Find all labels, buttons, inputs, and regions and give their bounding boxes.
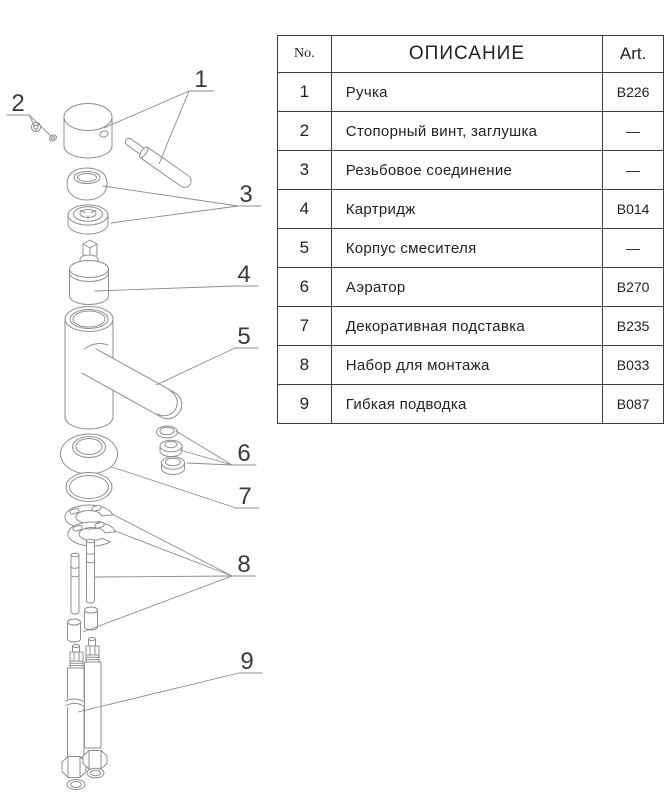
cell-no: 4	[278, 190, 332, 229]
table-row	[278, 151, 664, 190]
table-row	[278, 346, 664, 385]
cell-description: Стопорный винт, заглушка	[331, 112, 602, 151]
callout-4	[95, 261, 258, 291]
leader-line	[112, 467, 259, 508]
cell-art: —	[603, 112, 664, 151]
callout-number: 5	[237, 323, 251, 350]
cell-description: Корпус смесителя	[331, 229, 602, 268]
callout-number: 7	[238, 483, 252, 510]
table-row	[278, 307, 664, 346]
callout-9	[78, 648, 262, 712]
callout-6	[176, 431, 256, 467]
part-threaded-ring	[68, 205, 108, 234]
cell-art: B087	[603, 385, 664, 424]
cell-no: 5	[278, 229, 332, 268]
callout-number: 9	[240, 648, 254, 675]
leader-line	[78, 673, 262, 712]
leader-line	[104, 91, 214, 164]
cell-art: —	[603, 229, 664, 268]
table-row	[278, 268, 664, 307]
cell-no: 8	[278, 346, 332, 385]
cell-no: 1	[278, 73, 332, 112]
exploded-diagram	[0, 0, 272, 800]
part-dome-ring	[67, 168, 107, 200]
cell-art: —	[603, 151, 664, 190]
table-header-row	[278, 36, 664, 73]
cell-description: Картридж	[331, 190, 602, 229]
cell-no: 7	[278, 307, 332, 346]
part-cartridge	[70, 240, 109, 305]
cell-art: B014	[603, 190, 664, 229]
part-handle-cap	[64, 104, 112, 159]
col-header-art: Art.	[603, 36, 664, 73]
leader-line	[156, 348, 258, 385]
callout-2	[7, 90, 51, 136]
cell-art: B226	[603, 73, 664, 112]
cell-art: B235	[603, 307, 664, 346]
col-header-description: ОПИСАНИЕ	[331, 36, 602, 73]
cell-no: 9	[278, 385, 332, 424]
cell-description: Ручка	[331, 73, 602, 112]
table-row	[278, 190, 664, 229]
callout-1	[104, 66, 214, 164]
callout-5	[156, 323, 258, 385]
callout-number: 6	[237, 440, 251, 467]
cell-art: B270	[603, 268, 664, 307]
leader-line	[103, 186, 261, 223]
callout-number: 1	[194, 66, 208, 93]
callout-7	[112, 467, 259, 510]
part-set-screw	[31, 122, 40, 131]
table-row	[278, 385, 664, 424]
part-decorative-base	[61, 434, 118, 474]
callout-number: 3	[239, 181, 253, 208]
leader-line	[7, 115, 51, 136]
callout-number: 8	[237, 551, 251, 578]
part-mounting-studs	[71, 539, 95, 614]
part-mounting-spacers	[68, 607, 98, 642]
part-mixer-body	[65, 307, 187, 430]
parts-table	[277, 35, 664, 424]
leader-line	[95, 286, 258, 291]
cell-description: Аэратор	[331, 268, 602, 307]
cell-description: Набор для монтажа	[331, 346, 602, 385]
cell-description: Гибкая подводка	[331, 385, 602, 424]
callout-number: 4	[237, 261, 251, 288]
table-row	[278, 229, 664, 268]
cell-no: 2	[278, 112, 332, 151]
cell-no: 6	[278, 268, 332, 307]
cell-description: Декоративная подставка	[331, 307, 602, 346]
part-o-ring	[66, 473, 112, 502]
callout-number: 2	[11, 90, 25, 117]
part-handle-lever	[122, 135, 193, 190]
cell-no: 3	[278, 151, 332, 190]
cell-description: Резьбовое соединение	[331, 151, 602, 190]
part-flexible-hose-left	[62, 645, 86, 790]
col-header-no: No.	[278, 36, 332, 73]
cell-art: B033	[603, 346, 664, 385]
table-row	[278, 112, 664, 151]
table-row	[278, 73, 664, 112]
